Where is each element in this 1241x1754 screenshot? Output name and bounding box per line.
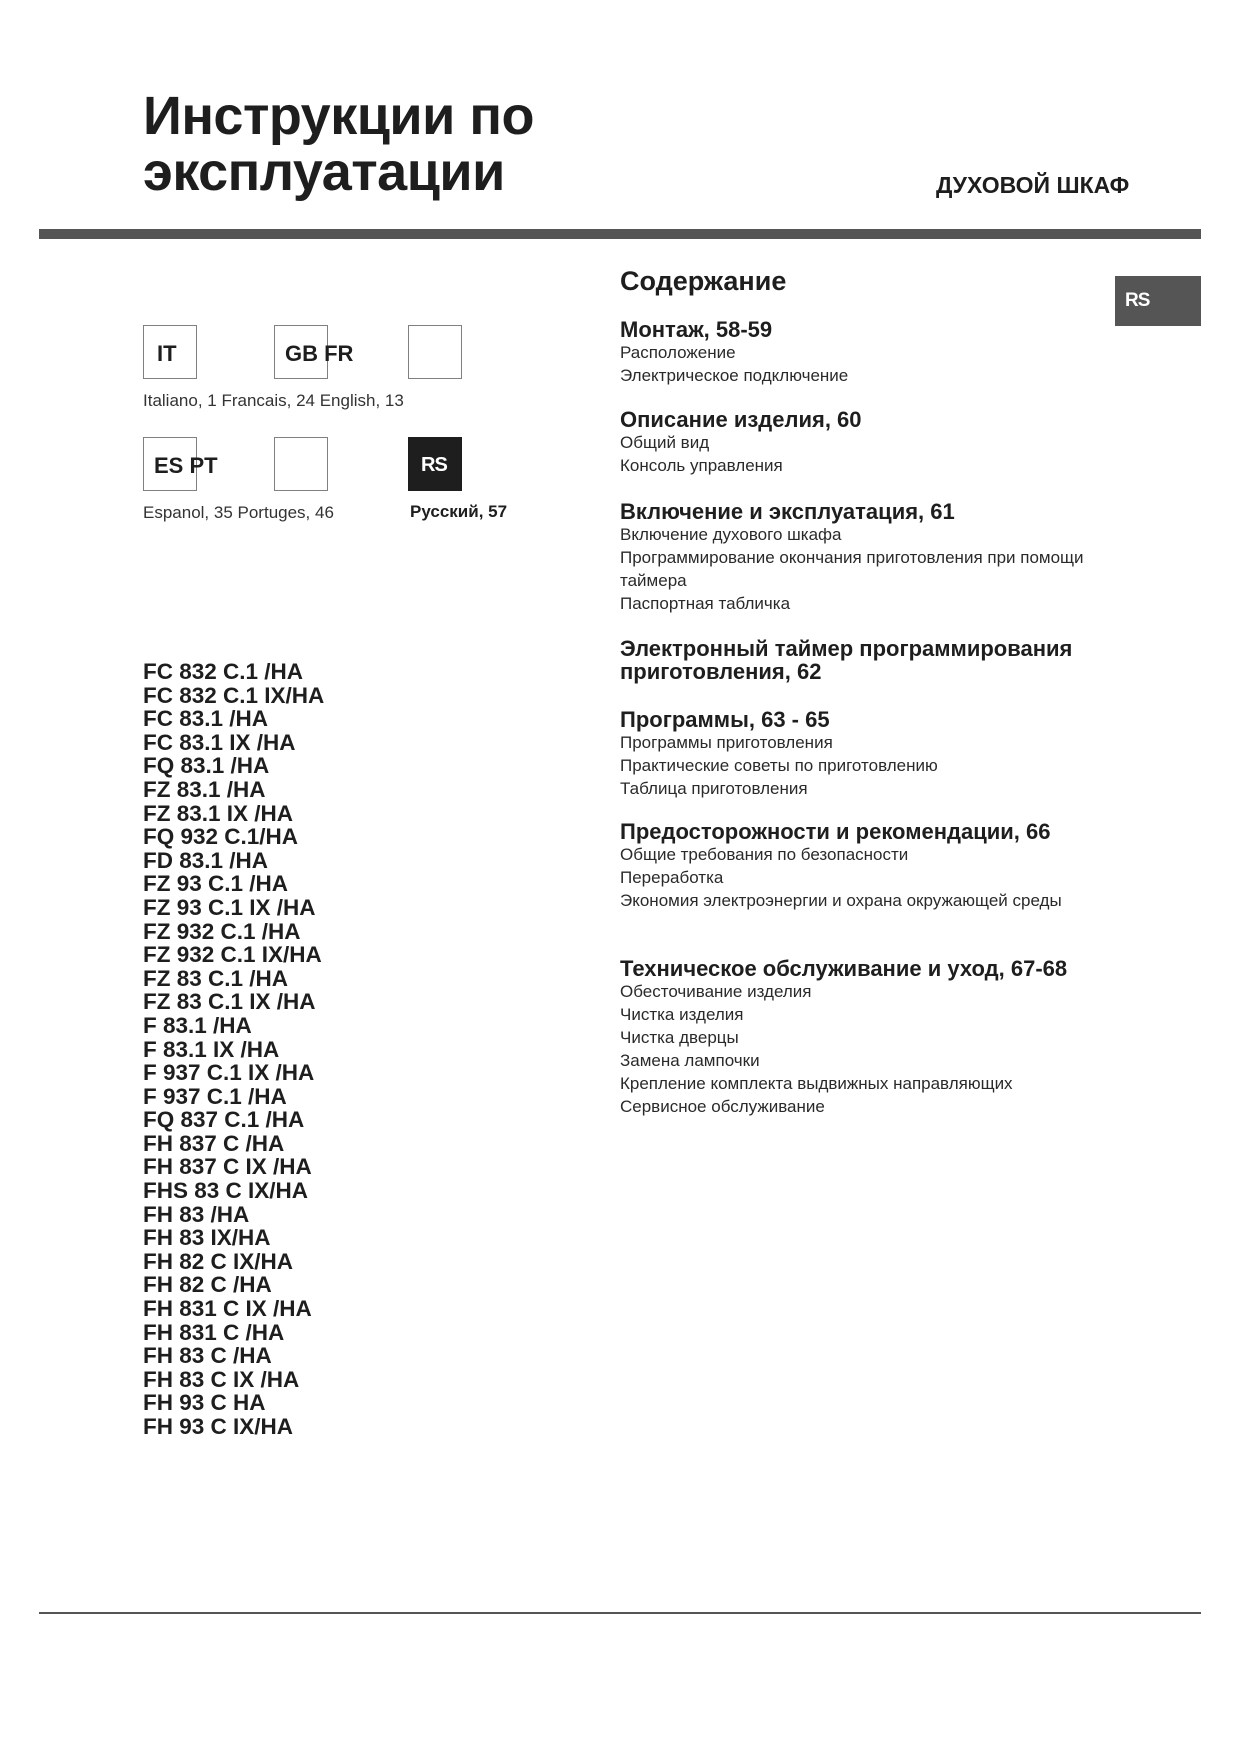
toc-heading: Предосторожности и рекомендации, 66 [620,819,1051,844]
toc-item: Включение духового шкафа [620,525,842,544]
toc-item: Консоль управления [620,456,783,475]
toc-item: Расположение [620,343,736,362]
model-number: FHS 83 C IX/HA [143,1178,309,1204]
toc-item: Чистка изделия [620,1005,744,1024]
lang-box-empty-2 [274,437,328,491]
model-number: F 83.1 IX /HA [143,1036,280,1062]
model-number: FZ 932 C.1 IX/HA [143,942,322,968]
model-number: FZ 93 C.1 IX /HA [143,894,316,920]
title-line-2: эксплуатации [143,142,505,202]
lang-labels-row-1: Italiano, 1 Franсais, 24 English, 13 [143,391,404,410]
product-type: ДУХОВОЙ ШКАФ [936,172,1130,198]
model-number: FZ 83.1 IX /HA [143,800,294,826]
toc-item: Переработка [620,868,724,887]
toc-section-installation [620,318,1090,387]
toc-section-operation [620,500,1090,615]
toc-item: Общие требования по безопасности [620,845,909,864]
model-number: FC 83.1 /HA [143,706,269,732]
model-number: FH 83 C IX /HA [143,1366,300,1392]
model-list [143,660,324,1439]
toc-item: Замена лампочки [620,1051,760,1070]
toc-item: Общий вид [620,433,710,452]
model-number: FH 837 C IX /HA [143,1154,312,1180]
model-number: FC 832 C.1 /HA [143,659,304,684]
toc-heading: Описание изделия, 60 [620,407,862,432]
toc-item: Крепление комплекта выдвижных направляющих [620,1074,1013,1093]
toc-item: Экономия электроэнергии и охрана окружающей среды [620,891,1062,910]
toc-section-description [620,408,1090,477]
toc-section-programs [620,708,1090,800]
model-number: FD 83.1 /HA [143,847,269,873]
footer-divider [39,1612,1201,1614]
document-title [143,88,534,200]
model-number: FH 93 C HA [143,1390,266,1416]
lang-box-empty-1 [408,325,462,379]
toc-item: Практические советы по приготовлению [620,756,938,775]
model-number: FZ 93 C.1 /HA [143,871,289,897]
toc-item: Таблица приготовления [620,779,808,798]
model-number: FC 832 C.1 IX/HA [143,682,325,708]
model-number: FZ 83 C.1 IX /HA [143,989,316,1015]
lang-labels-row-2: Espanol, 35 Portuges, 46 [143,503,334,522]
model-number: FH 831 C /HA [143,1319,285,1345]
model-number: FH 831 C IX /HA [143,1296,312,1322]
toc-item: Обесточивание изделия [620,982,812,1001]
model-number: FH 83 /HA [143,1201,250,1227]
model-number: FZ 932 C.1 /HA [143,918,301,944]
toc-heading: Программы, 63 - 65 [620,707,830,732]
toc-heading: Электронный таймер программирования приготовления, 62 [620,636,1073,684]
toc-item: Паспортная табличка [620,594,791,613]
model-number: FH 93 C IX/HA [143,1414,294,1439]
model-number: FH 82 C /HA [143,1272,272,1298]
model-number: FQ 932 C.1/HA [143,824,299,850]
model-number: FH 83 IX/HA [143,1225,271,1251]
lang-label-russian: Русский, 57 [410,502,508,521]
toc-section-precautions [620,820,1090,912]
model-number: F 937 C.1 IX /HA [143,1060,315,1086]
toc-item: Программы приготовления [620,733,833,752]
lang-code-it: IT [157,341,177,366]
lang-code-es-pt: ES PT [154,453,218,478]
toc-heading: Монтаж, 58-59 [620,317,773,342]
model-number: FH 82 C IX/HA [143,1248,294,1274]
title-line-1: Инструкции по [143,86,534,146]
toc-item: Сервисное обслуживание [620,1097,825,1116]
language-tab-label: RS [1125,290,1150,311]
language-tab-rs [1115,276,1201,326]
model-number: FH 837 C /HA [143,1130,285,1156]
toc-item: Программирование окончания приготовления при помощи таймера [620,548,1084,590]
contents-title: Содержание [620,266,787,296]
toc-item: Электрическое подключение [620,366,849,385]
model-number: FZ 83.1 /HA [143,776,266,802]
model-number: FZ 83 C.1 /HA [143,965,289,991]
model-number: FQ 837 C.1 /HA [143,1107,305,1133]
model-number: F 937 C.1 /HA [143,1083,287,1109]
toc-heading: Включение и эксплуатация, 61 [620,499,955,524]
lang-code-rs: RS [421,454,447,476]
header-divider [39,229,1201,239]
model-number: FH 83 C /HA [143,1343,272,1369]
toc-item: Чистка дверцы [620,1028,739,1047]
toc-heading: Техническое обслуживание и уход, 67-68 [620,956,1068,981]
toc-section-timer [620,637,1090,683]
model-number: FQ 83.1 /HA [143,753,270,779]
lang-code-gb-fr: GB FR [285,341,354,366]
model-number: FC 83.1 IX /HA [143,729,296,755]
toc-section-maintenance [620,957,1090,1118]
model-number: F 83.1 /HA [143,1012,252,1038]
